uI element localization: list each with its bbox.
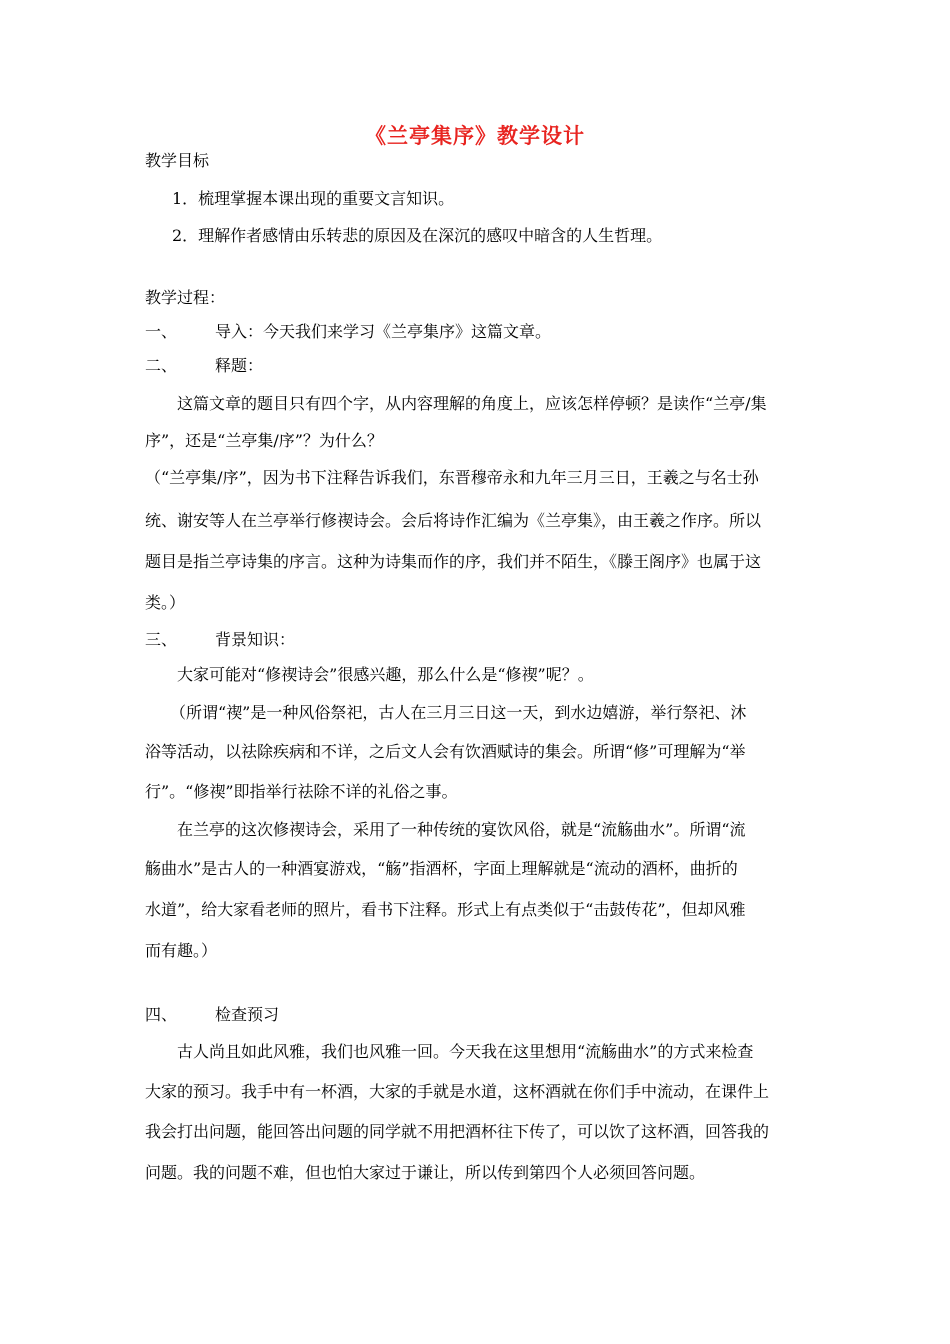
paragraph-line: 大家可能对“修禊诗会”很感兴趣，那么什么是“修禊”呢？。 <box>177 665 594 684</box>
section-1-number: 一、 <box>145 322 178 341</box>
section-3-heading <box>145 629 295 651</box>
paragraph-line: 类。） <box>145 593 186 612</box>
paragraph-line: 我会打出问题，能回答出问题的同学就不用把酒杯往下传了，可以饮了这杯酒，回答我的 <box>145 1122 770 1141</box>
section-2-number: 二、 <box>145 356 178 375</box>
goals-heading: 教学目标 <box>145 151 210 170</box>
paragraph-line: 序”，还是“兰亭集/序”？为什么？ <box>145 431 383 450</box>
section-4-text: 检查预习 <box>215 1005 280 1024</box>
section-1-text: 导入：今天我们来学习《兰亭集序》这篇文章。 <box>215 322 552 341</box>
section-2-heading <box>145 355 263 377</box>
document-title: 《兰亭集序》教学设计 <box>365 123 585 148</box>
section-1-heading <box>145 321 551 343</box>
paragraph-line: 在兰亭的这次修禊诗会，采用了一种传统的宴饮风俗，就是“流觞曲水”。所谓“流 <box>177 820 746 839</box>
paragraph-line: 行”。“修禊”即指举行祛除不详的礼俗之事。 <box>145 782 458 801</box>
paragraph-line: （所谓“禊”是一种风俗祭祀，古人在三月三日这一天，到水边嬉游，举行祭祀、沐 <box>170 703 747 722</box>
section-4-number: 四、 <box>145 1005 178 1024</box>
paragraph-line: 大家的预习。我手中有一杯酒，大家的手就是水道，这杯酒就在你们手中流动，在课件上 <box>145 1082 770 1101</box>
paragraph-line: 觞曲水”是古人的一种酒宴游戏，“觞”指酒杯，字面上理解就是“流动的酒杯，曲折的 <box>145 859 738 878</box>
paragraph-line: （“兰亭集/序”，因为书下注释告诉我们，东晋穆帝永和九年三月三日，王羲之与名士孙 <box>145 468 759 487</box>
paragraph-line: 浴等活动，以祛除疾病和不详，之后文人会有饮酒赋诗的集会。所谓“修”可理解为“举 <box>145 742 746 761</box>
paragraph-line: 题目是指兰亭诗集的序言。这种为诗集而作的序，我们并不陌生，《滕王阁序》也属于这 <box>145 552 762 571</box>
paragraph-line: 这篇文章的题目只有四个字，从内容理解的角度上，应该怎样停顿？是读作“兰亭/集 <box>177 394 767 413</box>
paragraph-line: 古人尚且如此风雅，我们也风雅一回。今天我在这里想用“流觞曲水”的方式来检查 <box>177 1042 754 1061</box>
section-4-heading <box>145 1004 279 1026</box>
goal-item-1: 1．梳理掌握本课出现的重要文言知识。 <box>172 189 455 208</box>
paragraph-line: 问题。我的问题不难，但也怕大家过于谦让，所以传到第四个人必须回答问题。 <box>145 1163 706 1182</box>
section-3-number: 三、 <box>145 630 178 649</box>
section-2-text: 释题： <box>215 356 264 375</box>
paragraph-line: 统、谢安等人在兰亭举行修禊诗会。会后将诗作汇编为《兰亭集》，由王羲之作序。所以 <box>145 511 762 530</box>
process-heading: 教学过程： <box>145 288 226 307</box>
paragraph-line: 水道”，给大家看老师的照片，看书下注释。形式上有点类似于“击鼓传花”，但却风雅 <box>145 900 746 919</box>
section-3-text: 背景知识： <box>215 630 296 649</box>
paragraph-line: 而有趣。） <box>145 941 218 960</box>
goal-item-2: 2．理解作者感情由乐转悲的原因及在深沉的感叹中暗含的人生哲理。 <box>172 226 663 245</box>
